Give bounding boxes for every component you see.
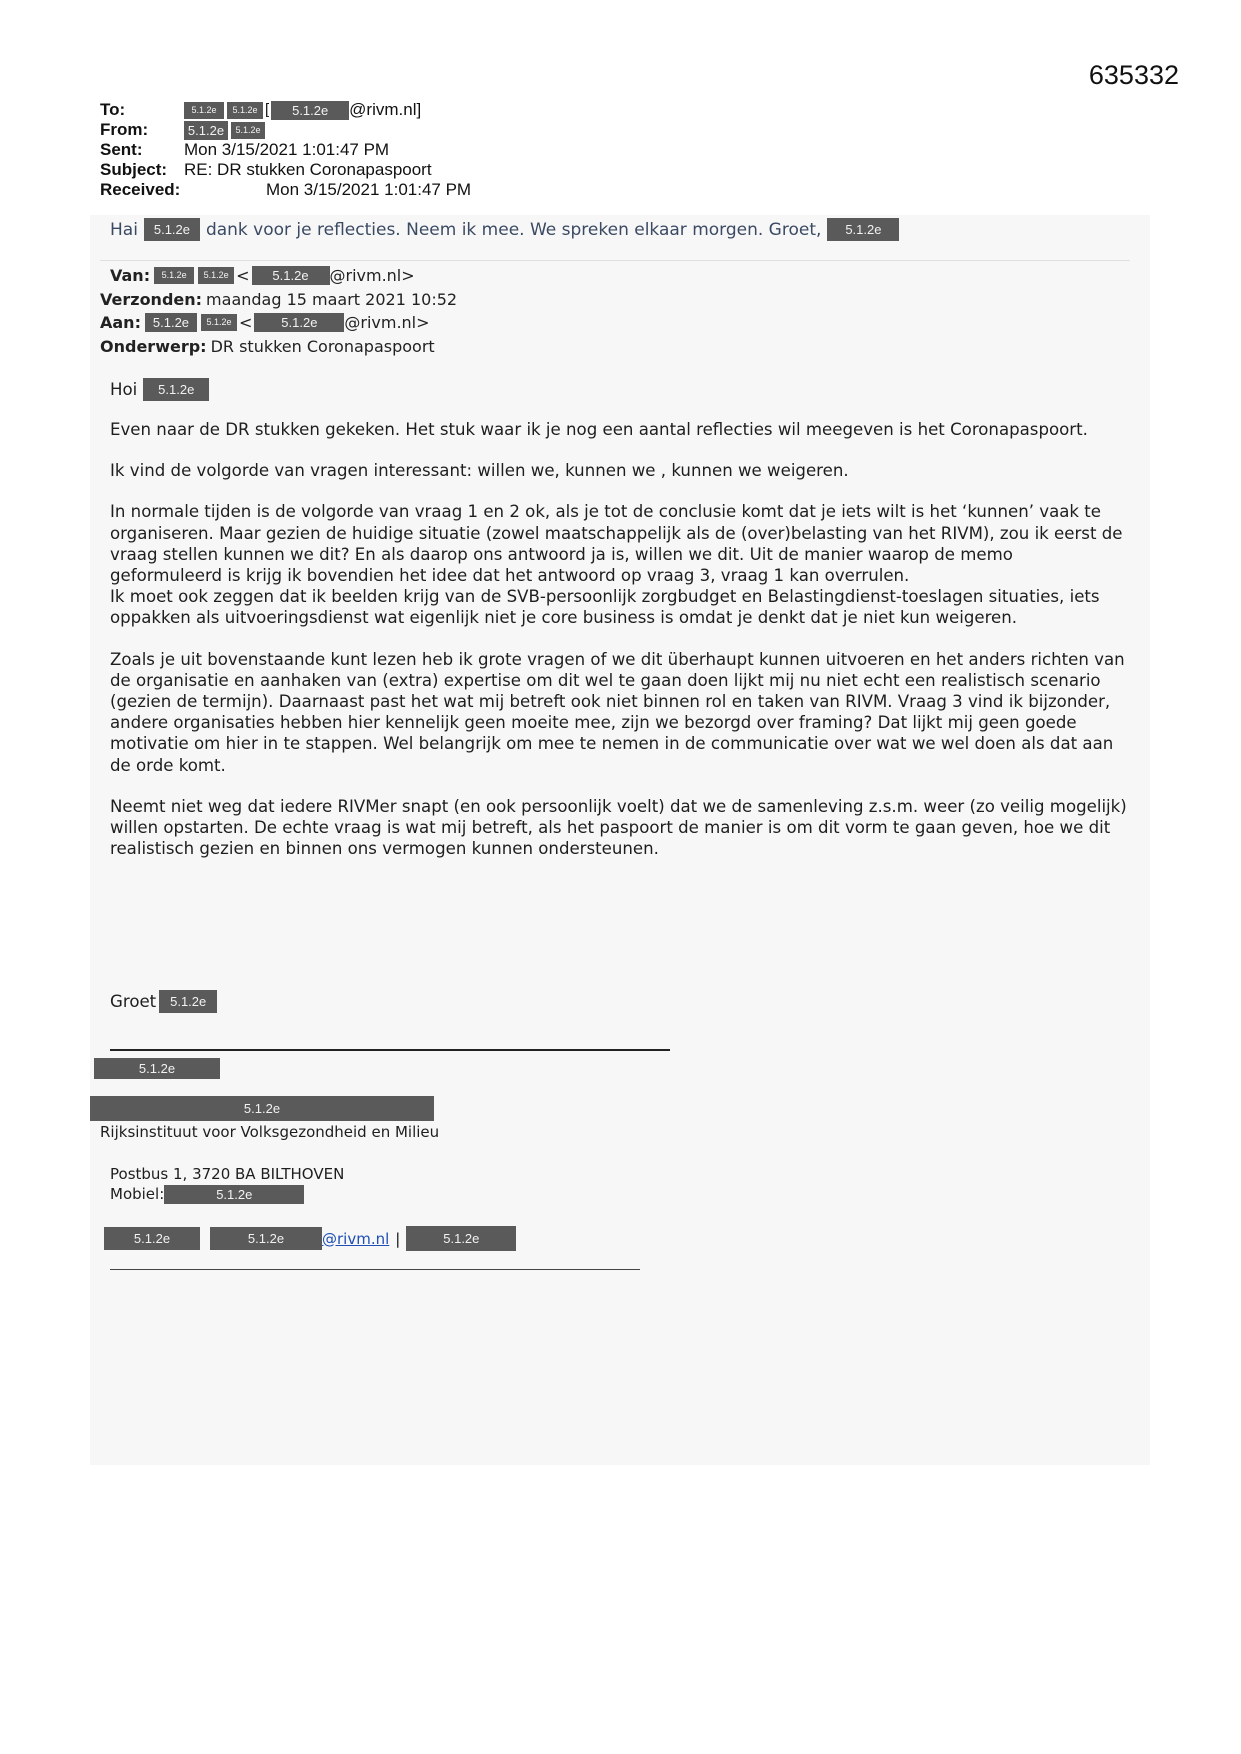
to-email-domain: @rivm.nl]: [349, 100, 422, 119]
subject-row: [100, 160, 471, 180]
redaction: 5.1.2e: [144, 218, 200, 241]
from-label: From:: [100, 120, 149, 139]
redaction: 5.1.2e: [143, 378, 209, 401]
redaction: 5.1.2e: [159, 990, 217, 1013]
closing: [110, 990, 217, 1013]
signature-end-divider: [110, 1269, 640, 1270]
email-link[interactable]: @rivm.nl: [322, 1229, 390, 1248]
body-greeting: [110, 378, 1130, 401]
paragraph-2: Ik vind de volgorde van vragen interessant: willen we, kunnen we , kunnen we weigeren.: [110, 461, 849, 481]
separator: [100, 260, 1130, 261]
redaction: 5.1.2e: [154, 267, 194, 284]
document-number: 635332: [1088, 60, 1179, 90]
paragraph-4: Zoals je uit bovenstaande kunt lezen heb ik grote vragen of we dit überhaupt kunnen uitvoeren en het anders richten van de organisatie en aanhaken van (extra) expertise om dit wel te gaan doen lijkt mij nu niet echt een realistisch scenario (gezien de termijn). Daarnaast past het wat mij betreft ook niet binnen rol en taken van RIVM. Vraag 3 vind ik bijzonder, andere organisaties hebben hier kennelijk geen moeite mee, zijn we bezorgd over framing? Dat lijkt mij geen goede motivatie om hier in te stappen. Wel belangrijk om mee te nemen in de communicatie over wat we wel doen als dat aan de orde komt.: [110, 649, 1125, 775]
postal-address: Postbus 1, 3720 BA BILTHOVEN: [110, 1165, 345, 1183]
pipe-separator: |: [395, 1229, 401, 1248]
redaction: 5.1.2e: [231, 122, 265, 139]
redaction: 5.1.2e: [252, 266, 330, 285]
redaction: 5.1.2e: [184, 121, 228, 140]
received-label: Received:: [100, 180, 181, 199]
redaction: 5.1.2e: [406, 1226, 516, 1251]
aan-row: Aan: 5.1.2e 5.1.2e < 5.1.2e @rivm.nl>: [100, 311, 457, 335]
from-row: [100, 120, 471, 140]
redaction: 5.1.2e: [271, 101, 349, 120]
mobile-label: Mobiel:: [110, 1185, 165, 1203]
redaction: 5.1.2e: [210, 1227, 322, 1250]
aan-email-domain: @rivm.nl>: [344, 313, 430, 332]
closing-text: Groet: [110, 992, 157, 1011]
redaction: 5.1.2e: [198, 267, 234, 284]
contact-row: [104, 1226, 516, 1251]
subject-label: Subject:: [100, 160, 168, 179]
email-header: [100, 100, 471, 200]
signature-divider: [110, 1049, 670, 1051]
verzonden-value: maandag 15 maart 2021 10:52: [206, 289, 458, 309]
van-label: Van:: [110, 266, 151, 285]
paragraph-1: Even naar de DR stukken gekeken. Het stuk waar ik je nog een aantal reflecties wil meegeven is het Coronapaspoort.: [110, 420, 1088, 439]
reply-text: dank voor je reflecties. Neem ik mee. We spreken elkaar morgen. Groet,: [205, 219, 822, 240]
paragraph-5: Neemt niet weg dat iedere RIVMer snapt (en ook persoonlijk voelt) dat we de samenleving z.s.m. weer (zo veilig mogelijk) willen opstarten. De echte vraag is wat mij betreft, als het paspoort de manier is om dit vorm te gaan geven, hoe we dit realistisch gezien en binnen ons vermogen kunnen ondersteunen.: [110, 796, 1127, 859]
redaction: 5.1.2e: [94, 1058, 220, 1079]
greeting-text: Hoi: [110, 379, 138, 399]
sent-label: Sent:: [100, 140, 143, 159]
verzonden-row: [100, 288, 457, 312]
signature-title-redaction: [90, 1096, 434, 1121]
redaction: 5.1.2e: [184, 102, 224, 119]
to-label: To:: [100, 100, 126, 119]
redaction: 5.1.2e: [227, 102, 263, 119]
signature-name-redaction: [94, 1058, 220, 1079]
address-block: [110, 1164, 344, 1204]
sent-value: Mon 3/15/2021 1:01:47 PM: [184, 140, 390, 159]
paragraph-3b: Ik moet ook zeggen dat ik beelden krijg van de SVB-persoonlijk zorgbudget en Belastingdienst-toeslagen situaties, iets oppakken als uitvoeringsdienst wat eigenlijk niet je core business is omdat je denkt dat je niet kun weigeren.: [110, 587, 1100, 628]
subject-value: RE: DR stukken Coronapaspoort: [184, 160, 432, 179]
redaction: 5.1.2e: [90, 1096, 434, 1121]
redaction: 5.1.2e: [145, 313, 197, 332]
redaction: 5.1.2e: [164, 1185, 304, 1204]
onderwerp-label: Onderwerp:: [100, 336, 207, 356]
message-body: [110, 378, 1130, 879]
forwarded-header: [100, 264, 457, 358]
reply-greeting: Hai: [110, 219, 138, 240]
van-email-domain: @rivm.nl>: [329, 266, 415, 285]
reply-message: [110, 218, 899, 241]
sent-row: [100, 140, 471, 160]
van-row: Van: 5.1.2e 5.1.2e < 5.1.2e @rivm.nl>: [100, 264, 457, 288]
redaction: 5.1.2e: [254, 313, 344, 332]
onderwerp-row: [100, 335, 457, 359]
verzonden-label: Verzonden:: [100, 289, 203, 309]
onderwerp-value: DR stukken Coronapaspoort: [210, 336, 435, 356]
redaction: 5.1.2e: [201, 314, 237, 331]
received-value: Mon 3/15/2021 1:01:47 PM: [266, 180, 472, 199]
mobile-row: [110, 1184, 344, 1204]
received-row: [100, 180, 471, 200]
redaction: 5.1.2e: [827, 218, 899, 241]
aan-label: Aan:: [100, 313, 141, 332]
paragraph-3a: In normale tijden is de volgorde van vraag 1 en 2 ok, als je tot de conclusie komt dat je iets wilt is het ‘kunnen’ vaak te organiseren. Maar gezien de huidige situatie (zowel maatschappelijk als de (over)belasting van het RIVM), zou ik eerst de vraag stellen kunnen we dit? En als daarop ons antwoord ja is, willen we dit. Uit de manier waarop de memo geformuleerd is krijg ik bovendien het idee dat het antwoord op vraag 3, vraag 1 kan overrulen.: [110, 502, 1123, 586]
organization-name: Rijksinstituut voor Volksgezondheid en Milieu: [100, 1123, 440, 1141]
redaction: 5.1.2e: [104, 1227, 200, 1250]
to-row: To: 5.1.2e 5.1.2e [ 5.1.2e @rivm.nl]: [100, 100, 422, 119]
